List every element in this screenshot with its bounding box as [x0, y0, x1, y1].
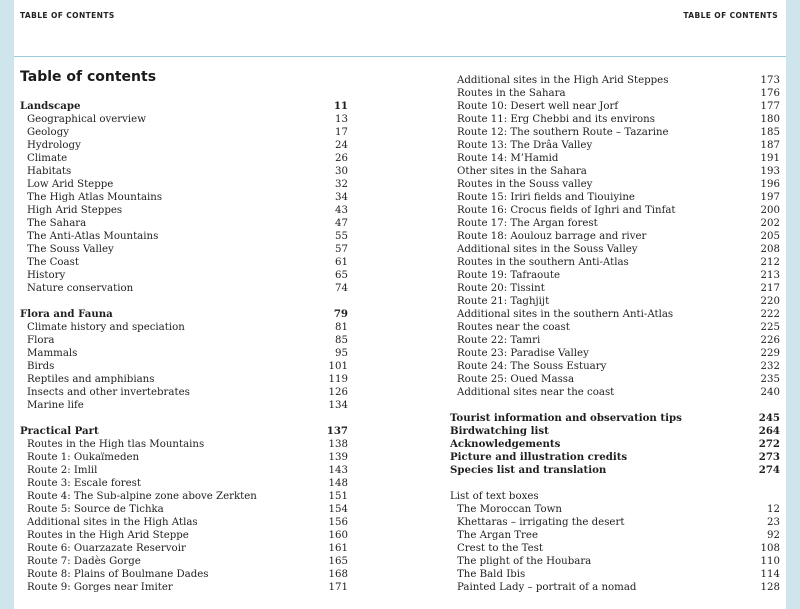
header-rule — [14, 56, 786, 57]
toc-entry[interactable] — [20, 282, 348, 295]
toc-page-number: 193 — [760, 166, 780, 177]
toc-entry[interactable] — [450, 165, 780, 178]
toc-page-number: 191 — [760, 153, 780, 164]
toc-entry[interactable] — [20, 581, 348, 594]
toc-entry[interactable] — [20, 152, 348, 165]
toc-entry-label: Route 9: Gorges near Imiter — [27, 582, 173, 593]
toc-entry-label: The Moroccan Town — [457, 504, 562, 515]
toc-page-number: 34 — [335, 192, 348, 203]
toc-entry-label: Route 21: Taghjijt — [457, 296, 550, 307]
toc-entry[interactable] — [450, 568, 780, 581]
document-page — [14, 0, 786, 609]
toc-entry-label: Routes in the High tlas Mountains — [27, 439, 205, 450]
toc-page-number: 74 — [335, 283, 348, 294]
toc-entry-label: The High Atlas Mountains — [27, 192, 163, 203]
toc-entry[interactable] — [20, 399, 348, 412]
toc-entry[interactable] — [450, 295, 780, 308]
toc-entry[interactable] — [450, 581, 780, 594]
toc-page-number: 197 — [760, 192, 780, 203]
toc-page-number: 177 — [760, 101, 780, 112]
toc-entry-label: Route 24: The Souss Estuary — [457, 361, 607, 372]
toc-entry[interactable] — [20, 178, 348, 191]
toc-page-number: 200 — [760, 205, 780, 216]
toc-entry-label: Marine life — [27, 400, 84, 411]
toc-heading[interactable] — [450, 490, 780, 503]
toc-page-number: 143 — [328, 465, 348, 476]
toc-entry-label: Birdwatching list — [450, 425, 549, 437]
toc-entry-label: Painted Lady – portrait of a nomad — [457, 582, 637, 593]
toc-entry-label: Route 14: M’Hamid — [457, 153, 559, 164]
toc-page-number: 226 — [760, 335, 780, 346]
page-title: Table of contents — [20, 69, 157, 85]
toc-entry[interactable] — [20, 139, 348, 152]
toc-entry-label: The plight of the Houbara — [457, 556, 592, 567]
toc-entry-label: Route 4: The Sub-alpine zone above Zerkten — [27, 491, 257, 502]
toc-entry-label: Route 16: Crocus fields of Ighri and Tinfat — [457, 205, 676, 216]
toc-page-number: 156 — [328, 517, 348, 528]
toc-entry[interactable] — [450, 529, 780, 542]
toc-entry[interactable] — [20, 204, 348, 217]
toc-entry-label: Routes in the Souss valley — [457, 179, 593, 190]
toc-entry[interactable] — [450, 87, 780, 100]
toc-page-number: 154 — [328, 504, 348, 515]
toc-entry-label: Route 6: Ouarzazate Reservoir — [27, 543, 186, 554]
toc-entry-label: Acknowledgements — [450, 438, 561, 450]
toc-entry-label: Routes in the southern Anti-Atlas — [457, 257, 629, 268]
toc-page-number: 264 — [758, 425, 780, 437]
toc-page-number: 81 — [335, 322, 348, 333]
toc-entry[interactable] — [450, 113, 780, 126]
toc-entry-label: Route 5: Source de Tichka — [27, 504, 164, 515]
toc-entry[interactable] — [450, 100, 780, 113]
toc-entry-label: History — [27, 270, 66, 281]
toc-entry-label: Route 19: Tafraoute — [457, 270, 560, 281]
toc-section[interactable] — [450, 425, 780, 438]
toc-entry-label: Route 2: Imlil — [27, 465, 98, 476]
toc-entry[interactable] — [20, 373, 348, 386]
toc-entry[interactable] — [450, 256, 780, 269]
toc-page-number: 272 — [758, 438, 780, 450]
toc-page-number: 180 — [760, 114, 780, 125]
toc-entry-label: Landscape — [20, 100, 81, 112]
toc-entry[interactable] — [450, 230, 780, 243]
toc-page-number: 95 — [335, 348, 348, 359]
toc-entry[interactable] — [20, 490, 348, 503]
toc-entry[interactable] — [450, 308, 780, 321]
toc-entry-label: Additional sites in the Souss Valley — [457, 244, 638, 255]
toc-entry-label: Route 10: Desert well near Jorf — [457, 101, 619, 112]
toc-entry[interactable] — [450, 191, 780, 204]
toc-left-column — [20, 100, 348, 594]
toc-right-column — [450, 74, 780, 594]
toc-page-number: 273 — [758, 451, 780, 463]
toc-page-number: 173 — [760, 75, 780, 86]
toc-entry[interactable] — [450, 555, 780, 568]
toc-page-number: 139 — [328, 452, 348, 463]
toc-entry-label: Route 13: The Drâa Valley — [457, 140, 593, 151]
toc-page-number: 205 — [760, 231, 780, 242]
toc-entry-label: Tourist information and observation tips — [450, 412, 682, 424]
toc-entry-label: Route 7: Dadès Gorge — [27, 556, 141, 567]
toc-page-number: 225 — [760, 322, 780, 333]
toc-entry[interactable] — [450, 542, 780, 555]
toc-entry[interactable] — [450, 334, 780, 347]
toc-entry[interactable] — [20, 191, 348, 204]
toc-entry-label: Route 20: Tissint — [457, 283, 545, 294]
toc-entry-label: Habitats — [27, 166, 72, 177]
toc-entry[interactable] — [450, 282, 780, 295]
toc-entry-label: Mammals — [27, 348, 78, 359]
toc-page-number: 196 — [760, 179, 780, 190]
toc-page-number: 212 — [760, 257, 780, 268]
toc-page-number: 168 — [328, 569, 348, 580]
toc-page-number: 17 — [335, 127, 348, 138]
toc-page-number: 79 — [333, 308, 348, 320]
toc-page-number: 92 — [767, 530, 780, 541]
toc-entry-label: Insects and other invertebrates — [27, 387, 190, 398]
toc-entry-label: Additional sites in the High Atlas — [27, 517, 198, 528]
toc-entry-label: Route 18: Aoulouz barrage and river — [457, 231, 647, 242]
toc-entry[interactable] — [450, 126, 780, 139]
toc-section[interactable] — [450, 451, 780, 464]
toc-entry-label: Route 1: Oukaïmeden — [27, 452, 140, 463]
toc-page-number: 185 — [760, 127, 780, 138]
toc-entry-label: Species list and translation — [450, 464, 607, 476]
toc-page-number: 65 — [335, 270, 348, 281]
toc-entry-label: Routes in the High Arid Steppe — [27, 530, 189, 541]
toc-entry-label: The Argan Tree — [457, 530, 538, 541]
toc-entry-label: Reptiles and amphibians — [27, 374, 155, 385]
toc-entry-label: Route 25: Oued Massa — [457, 374, 575, 385]
toc-section[interactable] — [20, 425, 348, 438]
toc-section[interactable] — [450, 464, 780, 477]
toc-page-number: 85 — [335, 335, 348, 346]
toc-page-number: 161 — [328, 543, 348, 554]
toc-entry[interactable] — [450, 516, 780, 529]
toc-page-number: 208 — [760, 244, 780, 255]
toc-page-number: 171 — [328, 582, 348, 593]
running-header-left: TABLE OF CONTENTS — [20, 11, 115, 20]
toc-page-number: 23 — [767, 517, 780, 528]
toc-page-number: 47 — [335, 218, 348, 229]
toc-page-number: 12 — [767, 504, 780, 515]
toc-page-number: 202 — [760, 218, 780, 229]
toc-entry-label: Practical Part — [20, 425, 99, 437]
toc-page-number: 108 — [760, 543, 780, 554]
toc-entry-label: Flora — [27, 335, 55, 346]
toc-page-number: 160 — [328, 530, 348, 541]
toc-entry[interactable] — [450, 347, 780, 360]
toc-section[interactable] — [20, 100, 348, 113]
toc-page-number: 11 — [333, 100, 348, 112]
toc-spacer — [20, 295, 348, 308]
toc-entry[interactable] — [450, 152, 780, 165]
toc-entry-label: Route 12: The southern Route – Tazarine — [457, 127, 669, 138]
toc-page-number: 240 — [760, 387, 780, 398]
toc-spacer — [450, 477, 780, 490]
toc-page-number: 232 — [760, 361, 780, 372]
toc-entry-label: Climate history and speciation — [27, 322, 185, 333]
toc-entry[interactable] — [450, 178, 780, 191]
toc-page-number: 222 — [760, 309, 780, 320]
toc-entry[interactable] — [20, 529, 348, 542]
toc-entry-label: The Anti-Atlas Mountains — [27, 231, 159, 242]
toc-entry[interactable] — [20, 334, 348, 347]
toc-entry-label: Route 3: Escale forest — [27, 478, 141, 489]
toc-entry[interactable] — [450, 74, 780, 87]
toc-page-number: 26 — [335, 153, 348, 164]
toc-entry[interactable] — [20, 555, 348, 568]
toc-entry-label: The Souss Valley — [27, 244, 114, 255]
toc-page-number: 213 — [760, 270, 780, 281]
running-header-right: TABLE OF CONTENTS — [683, 11, 778, 20]
toc-page-number: 43 — [335, 205, 348, 216]
toc-entry[interactable] — [20, 477, 348, 490]
toc-entry[interactable] — [20, 386, 348, 399]
toc-page-number: 176 — [760, 88, 780, 99]
toc-page-number: 148 — [328, 478, 348, 489]
toc-page-number: 151 — [328, 491, 348, 502]
toc-entry-label: Climate — [27, 153, 68, 164]
toc-entry[interactable] — [450, 386, 780, 399]
toc-entry-label: Route 23: Paradise Valley — [457, 348, 589, 359]
toc-page-number: 119 — [328, 374, 348, 385]
toc-entry[interactable] — [20, 464, 348, 477]
toc-entry-label: High Arid Steppes — [27, 205, 123, 216]
toc-page-number: 235 — [760, 374, 780, 385]
toc-entry[interactable] — [20, 230, 348, 243]
toc-entry-label: Geology — [27, 127, 69, 138]
toc-page-number: 137 — [326, 425, 348, 437]
toc-entry-label: The Coast — [27, 257, 79, 268]
toc-entry-label: Birds — [27, 361, 55, 372]
toc-page-number: 134 — [328, 400, 348, 411]
toc-entry-label: Flora and Fauna — [20, 308, 113, 320]
toc-section[interactable] — [450, 412, 780, 425]
toc-spacer — [20, 412, 348, 425]
toc-page-number: 13 — [335, 114, 348, 125]
toc-page-number: 55 — [335, 231, 348, 242]
toc-entry-label: Additional sites in the southern Anti-Atlas — [457, 309, 674, 320]
toc-entry[interactable] — [20, 217, 348, 230]
toc-entry-label: Additional sites in the High Arid Steppes — [457, 75, 669, 86]
toc-entry-label: Other sites in the Sahara — [457, 166, 587, 177]
toc-entry[interactable] — [450, 321, 780, 334]
toc-entry[interactable] — [20, 451, 348, 464]
toc-entry[interactable] — [20, 165, 348, 178]
toc-page-number: 114 — [760, 569, 780, 580]
toc-entry[interactable] — [20, 347, 348, 360]
toc-page-number: 30 — [335, 166, 348, 177]
toc-entry[interactable] — [20, 243, 348, 256]
toc-entry-label: Geographical overview — [27, 114, 146, 125]
toc-entry[interactable] — [20, 568, 348, 581]
toc-entry-label: Route 11: Erg Chebbi and its environs — [457, 114, 655, 125]
toc-entry[interactable] — [20, 516, 348, 529]
toc-page-number: 61 — [335, 257, 348, 268]
toc-page-number: 32 — [335, 179, 348, 190]
toc-entry[interactable] — [20, 321, 348, 334]
toc-spacer — [450, 399, 780, 412]
toc-entry[interactable] — [450, 503, 780, 516]
toc-page-number: 110 — [760, 556, 780, 567]
toc-entry-label: Route 22: Tamri — [457, 335, 541, 346]
toc-entry[interactable] — [20, 126, 348, 139]
toc-page-number: 24 — [335, 140, 348, 151]
toc-entry[interactable] — [20, 542, 348, 555]
toc-entry-label: The Bald Ibis — [457, 569, 526, 580]
toc-entry-label: Picture and illustration credits — [450, 451, 628, 463]
toc-page-number: 217 — [760, 283, 780, 294]
toc-entry-label: Route 15: Iriri fields and Tiouiyine — [457, 192, 635, 203]
toc-entry-label: Routes in the Sahara — [457, 88, 566, 99]
toc-entry-label: Route 8: Plains of Boulmane Dades — [27, 569, 209, 580]
toc-entry-label: Routes near the coast — [457, 322, 570, 333]
toc-page-number: 229 — [760, 348, 780, 359]
toc-entry[interactable] — [20, 269, 348, 282]
toc-entry-label: Nature conservation — [27, 283, 134, 294]
toc-section[interactable] — [450, 438, 780, 451]
toc-page-number: 126 — [328, 387, 348, 398]
toc-entry[interactable] — [20, 256, 348, 269]
toc-entry-label: Crest to the Test — [457, 543, 543, 554]
toc-entry[interactable] — [450, 204, 780, 217]
toc-page-number: 220 — [760, 296, 780, 307]
toc-entry-label: Additional sites near the coast — [457, 387, 615, 398]
toc-page-number: 165 — [328, 556, 348, 567]
toc-page-number: 128 — [760, 582, 780, 593]
toc-page-number: 57 — [335, 244, 348, 255]
toc-entry-label: List of text boxes — [450, 491, 539, 502]
toc-entry[interactable] — [450, 243, 780, 256]
toc-entry-label: Hydrology — [27, 140, 81, 151]
toc-entry[interactable] — [450, 269, 780, 282]
toc-entry[interactable] — [20, 113, 348, 126]
toc-entry-label: Low Arid Steppe — [27, 179, 114, 190]
toc-entry[interactable] — [20, 438, 348, 451]
toc-entry[interactable] — [450, 360, 780, 373]
toc-page-number: 187 — [760, 140, 780, 151]
toc-entry-label: Route 17: The Argan forest — [457, 218, 598, 229]
toc-entry-label: The Sahara — [27, 218, 87, 229]
toc-entry[interactable] — [20, 503, 348, 516]
toc-page-number: 274 — [758, 464, 780, 476]
toc-entry-label: Khettaras – irrigating the desert — [457, 517, 625, 528]
toc-section[interactable] — [20, 308, 348, 321]
toc-entry[interactable] — [20, 360, 348, 373]
toc-entry[interactable] — [450, 373, 780, 386]
toc-page-number: 138 — [328, 439, 348, 450]
toc-page-number: 101 — [328, 361, 348, 372]
toc-entry[interactable] — [450, 139, 780, 152]
toc-entry[interactable] — [450, 217, 780, 230]
toc-page-number: 245 — [758, 412, 780, 424]
